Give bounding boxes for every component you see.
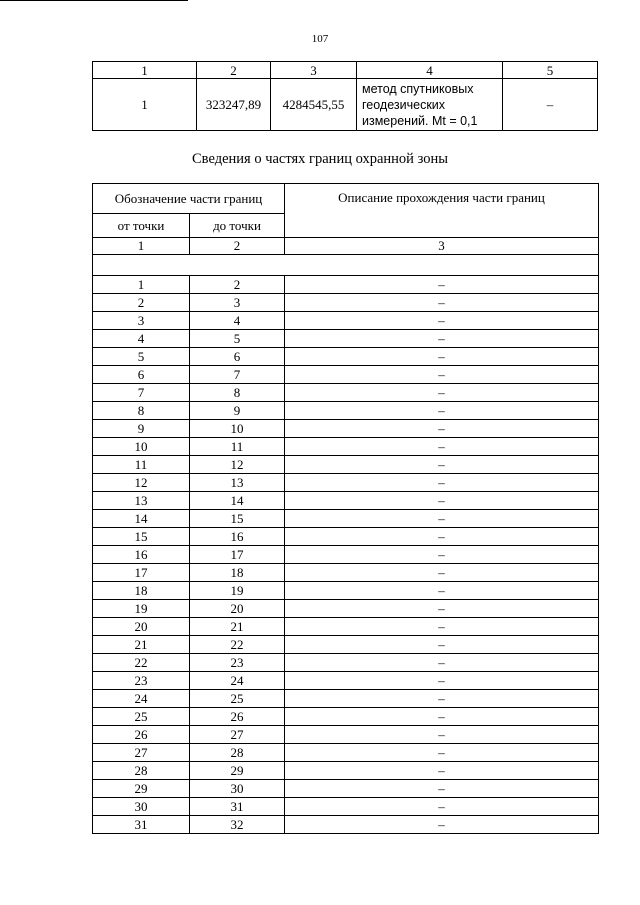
description-cell: –: [285, 618, 599, 636]
to-point: 26: [190, 708, 285, 726]
description-cell: –: [285, 366, 599, 384]
to-point: 10: [190, 420, 285, 438]
coordinates-header-row: [93, 62, 598, 79]
description-cell: –: [285, 708, 599, 726]
table-row: [93, 366, 599, 384]
table-row: [93, 330, 599, 348]
column-number: 5: [503, 62, 598, 79]
description-cell: –: [285, 780, 599, 798]
table-row: [93, 582, 599, 600]
y-coordinate: 4284545,55: [271, 79, 357, 131]
table-row: [93, 492, 599, 510]
from-point: 28: [93, 762, 190, 780]
to-point: 2: [190, 276, 285, 294]
description-cell: –: [285, 762, 599, 780]
method-line: измерений. Mt = 0,1: [362, 113, 478, 128]
column-number: 4: [357, 62, 503, 79]
table-row: [93, 528, 599, 546]
from-point: 11: [93, 456, 190, 474]
table-row: [93, 780, 599, 798]
table-row: [93, 654, 599, 672]
from-point: 16: [93, 546, 190, 564]
empty-row: [93, 255, 599, 276]
table-row: [93, 672, 599, 690]
table-row: [93, 384, 599, 402]
from-point: 25: [93, 708, 190, 726]
coordinates-table: [92, 61, 598, 131]
from-point: 30: [93, 798, 190, 816]
from-point: 24: [93, 690, 190, 708]
from-point: 3: [93, 312, 190, 330]
from-point: 19: [93, 600, 190, 618]
to-point: 5: [190, 330, 285, 348]
table-row: [93, 798, 599, 816]
to-point: 18: [190, 564, 285, 582]
table-row: [93, 690, 599, 708]
to-point: 16: [190, 528, 285, 546]
method-line: геодезических: [362, 97, 446, 112]
description-cell: –: [285, 420, 599, 438]
description-cell: –: [285, 744, 599, 762]
to-point: 3: [190, 294, 285, 312]
from-point: 5: [93, 348, 190, 366]
description-cell: –: [285, 582, 599, 600]
from-point: 6: [93, 366, 190, 384]
from-point: 23: [93, 672, 190, 690]
table-row: [93, 546, 599, 564]
column-number: 2: [190, 238, 285, 255]
table-row: [93, 564, 599, 582]
description-cell: –: [285, 600, 599, 618]
from-point: 4: [93, 330, 190, 348]
note-cell: –: [503, 79, 598, 131]
description-cell: –: [285, 474, 599, 492]
from-point: 27: [93, 744, 190, 762]
parts-header-row: [93, 184, 599, 214]
description-cell: –: [285, 546, 599, 564]
column-number: 1: [93, 62, 197, 79]
from-point: 12: [93, 474, 190, 492]
to-point: 19: [190, 582, 285, 600]
table-row: [93, 816, 599, 834]
from-point: 21: [93, 636, 190, 654]
description-cell: –: [285, 456, 599, 474]
point-number: 1: [93, 79, 197, 131]
from-point: 13: [93, 492, 190, 510]
boundary-parts-table: [92, 183, 599, 834]
description-cell: –: [285, 654, 599, 672]
description-cell: –: [285, 384, 599, 402]
method-line: метод спутниковых: [362, 81, 474, 96]
table-row: [93, 276, 599, 294]
boundary-designation-header: Обозначение части границ: [93, 184, 285, 214]
boundary-description-header: Описание прохождения части границ: [285, 184, 599, 238]
boundary-parts-rows: [93, 276, 599, 834]
from-point: 29: [93, 780, 190, 798]
from-point: 7: [93, 384, 190, 402]
to-point: 21: [190, 618, 285, 636]
from-point: 10: [93, 438, 190, 456]
from-point: 1: [93, 276, 190, 294]
from-point: 14: [93, 510, 190, 528]
to-point: 7: [190, 366, 285, 384]
description-cell: –: [285, 798, 599, 816]
page-number: 107: [311, 33, 329, 45]
to-point: 25: [190, 690, 285, 708]
table-row: [93, 600, 599, 618]
to-point: 14: [190, 492, 285, 510]
description-cell: –: [285, 564, 599, 582]
description-cell: –: [285, 330, 599, 348]
description-cell: –: [285, 312, 599, 330]
description-cell: –: [285, 402, 599, 420]
table-row: [93, 726, 599, 744]
x-coordinate: 323247,89: [197, 79, 271, 131]
from-point: 9: [93, 420, 190, 438]
from-point: 31: [93, 816, 190, 834]
to-point: 29: [190, 762, 285, 780]
description-cell: –: [285, 294, 599, 312]
table-row: [93, 618, 599, 636]
table-row: [93, 402, 599, 420]
column-number: 2: [197, 62, 271, 79]
to-point: 22: [190, 636, 285, 654]
table-row: [93, 744, 599, 762]
to-point: 24: [190, 672, 285, 690]
table-row: [93, 636, 599, 654]
to-point: 20: [190, 600, 285, 618]
table-row: [93, 456, 599, 474]
description-cell: –: [285, 438, 599, 456]
to-point: 31: [190, 798, 285, 816]
description-cell: –: [285, 726, 599, 744]
empty-cell: [93, 255, 599, 276]
column-number: 1: [93, 238, 190, 255]
to-point: 23: [190, 654, 285, 672]
description-cell: –: [285, 636, 599, 654]
description-cell: –: [285, 348, 599, 366]
to-point: 32: [190, 816, 285, 834]
to-point: 9: [190, 402, 285, 420]
from-point: 22: [93, 654, 190, 672]
from-point: 17: [93, 564, 190, 582]
description-cell: –: [285, 816, 599, 834]
to-point: 30: [190, 780, 285, 798]
table-row: [93, 294, 599, 312]
to-point: 12: [190, 456, 285, 474]
from-point: 8: [93, 402, 190, 420]
to-point: 27: [190, 726, 285, 744]
from-point: 18: [93, 582, 190, 600]
description-cell: –: [285, 672, 599, 690]
from-point: 20: [93, 618, 190, 636]
section-title: Сведения о частях границ охранной зоны: [192, 151, 448, 167]
table-row: [93, 420, 599, 438]
table-row: [93, 348, 599, 366]
description-cell: –: [285, 528, 599, 546]
table-row: [93, 312, 599, 330]
from-point: 26: [93, 726, 190, 744]
from-point: 15: [93, 528, 190, 546]
table-row: [93, 510, 599, 528]
column-number: 3: [271, 62, 357, 79]
table-row: [93, 762, 599, 780]
to-point: 4: [190, 312, 285, 330]
to-point: 6: [190, 348, 285, 366]
coordinates-data-row: [93, 79, 598, 131]
column-number: 3: [285, 238, 599, 255]
to-point: 15: [190, 510, 285, 528]
from-point: 2: [93, 294, 190, 312]
measurement-method: [357, 79, 503, 131]
to-point: 28: [190, 744, 285, 762]
description-cell: –: [285, 690, 599, 708]
description-cell: –: [285, 276, 599, 294]
to-point-header: до точки: [190, 214, 285, 238]
to-point: 13: [190, 474, 285, 492]
to-point: 17: [190, 546, 285, 564]
table-row: [93, 474, 599, 492]
description-cell: –: [285, 510, 599, 528]
top-rule: [0, 0, 188, 1]
from-point-header: от точки: [93, 214, 190, 238]
description-cell: –: [285, 492, 599, 510]
column-numbers-row: [93, 238, 599, 255]
to-point: 11: [190, 438, 285, 456]
table-row: [93, 708, 599, 726]
to-point: 8: [190, 384, 285, 402]
table-row: [93, 438, 599, 456]
